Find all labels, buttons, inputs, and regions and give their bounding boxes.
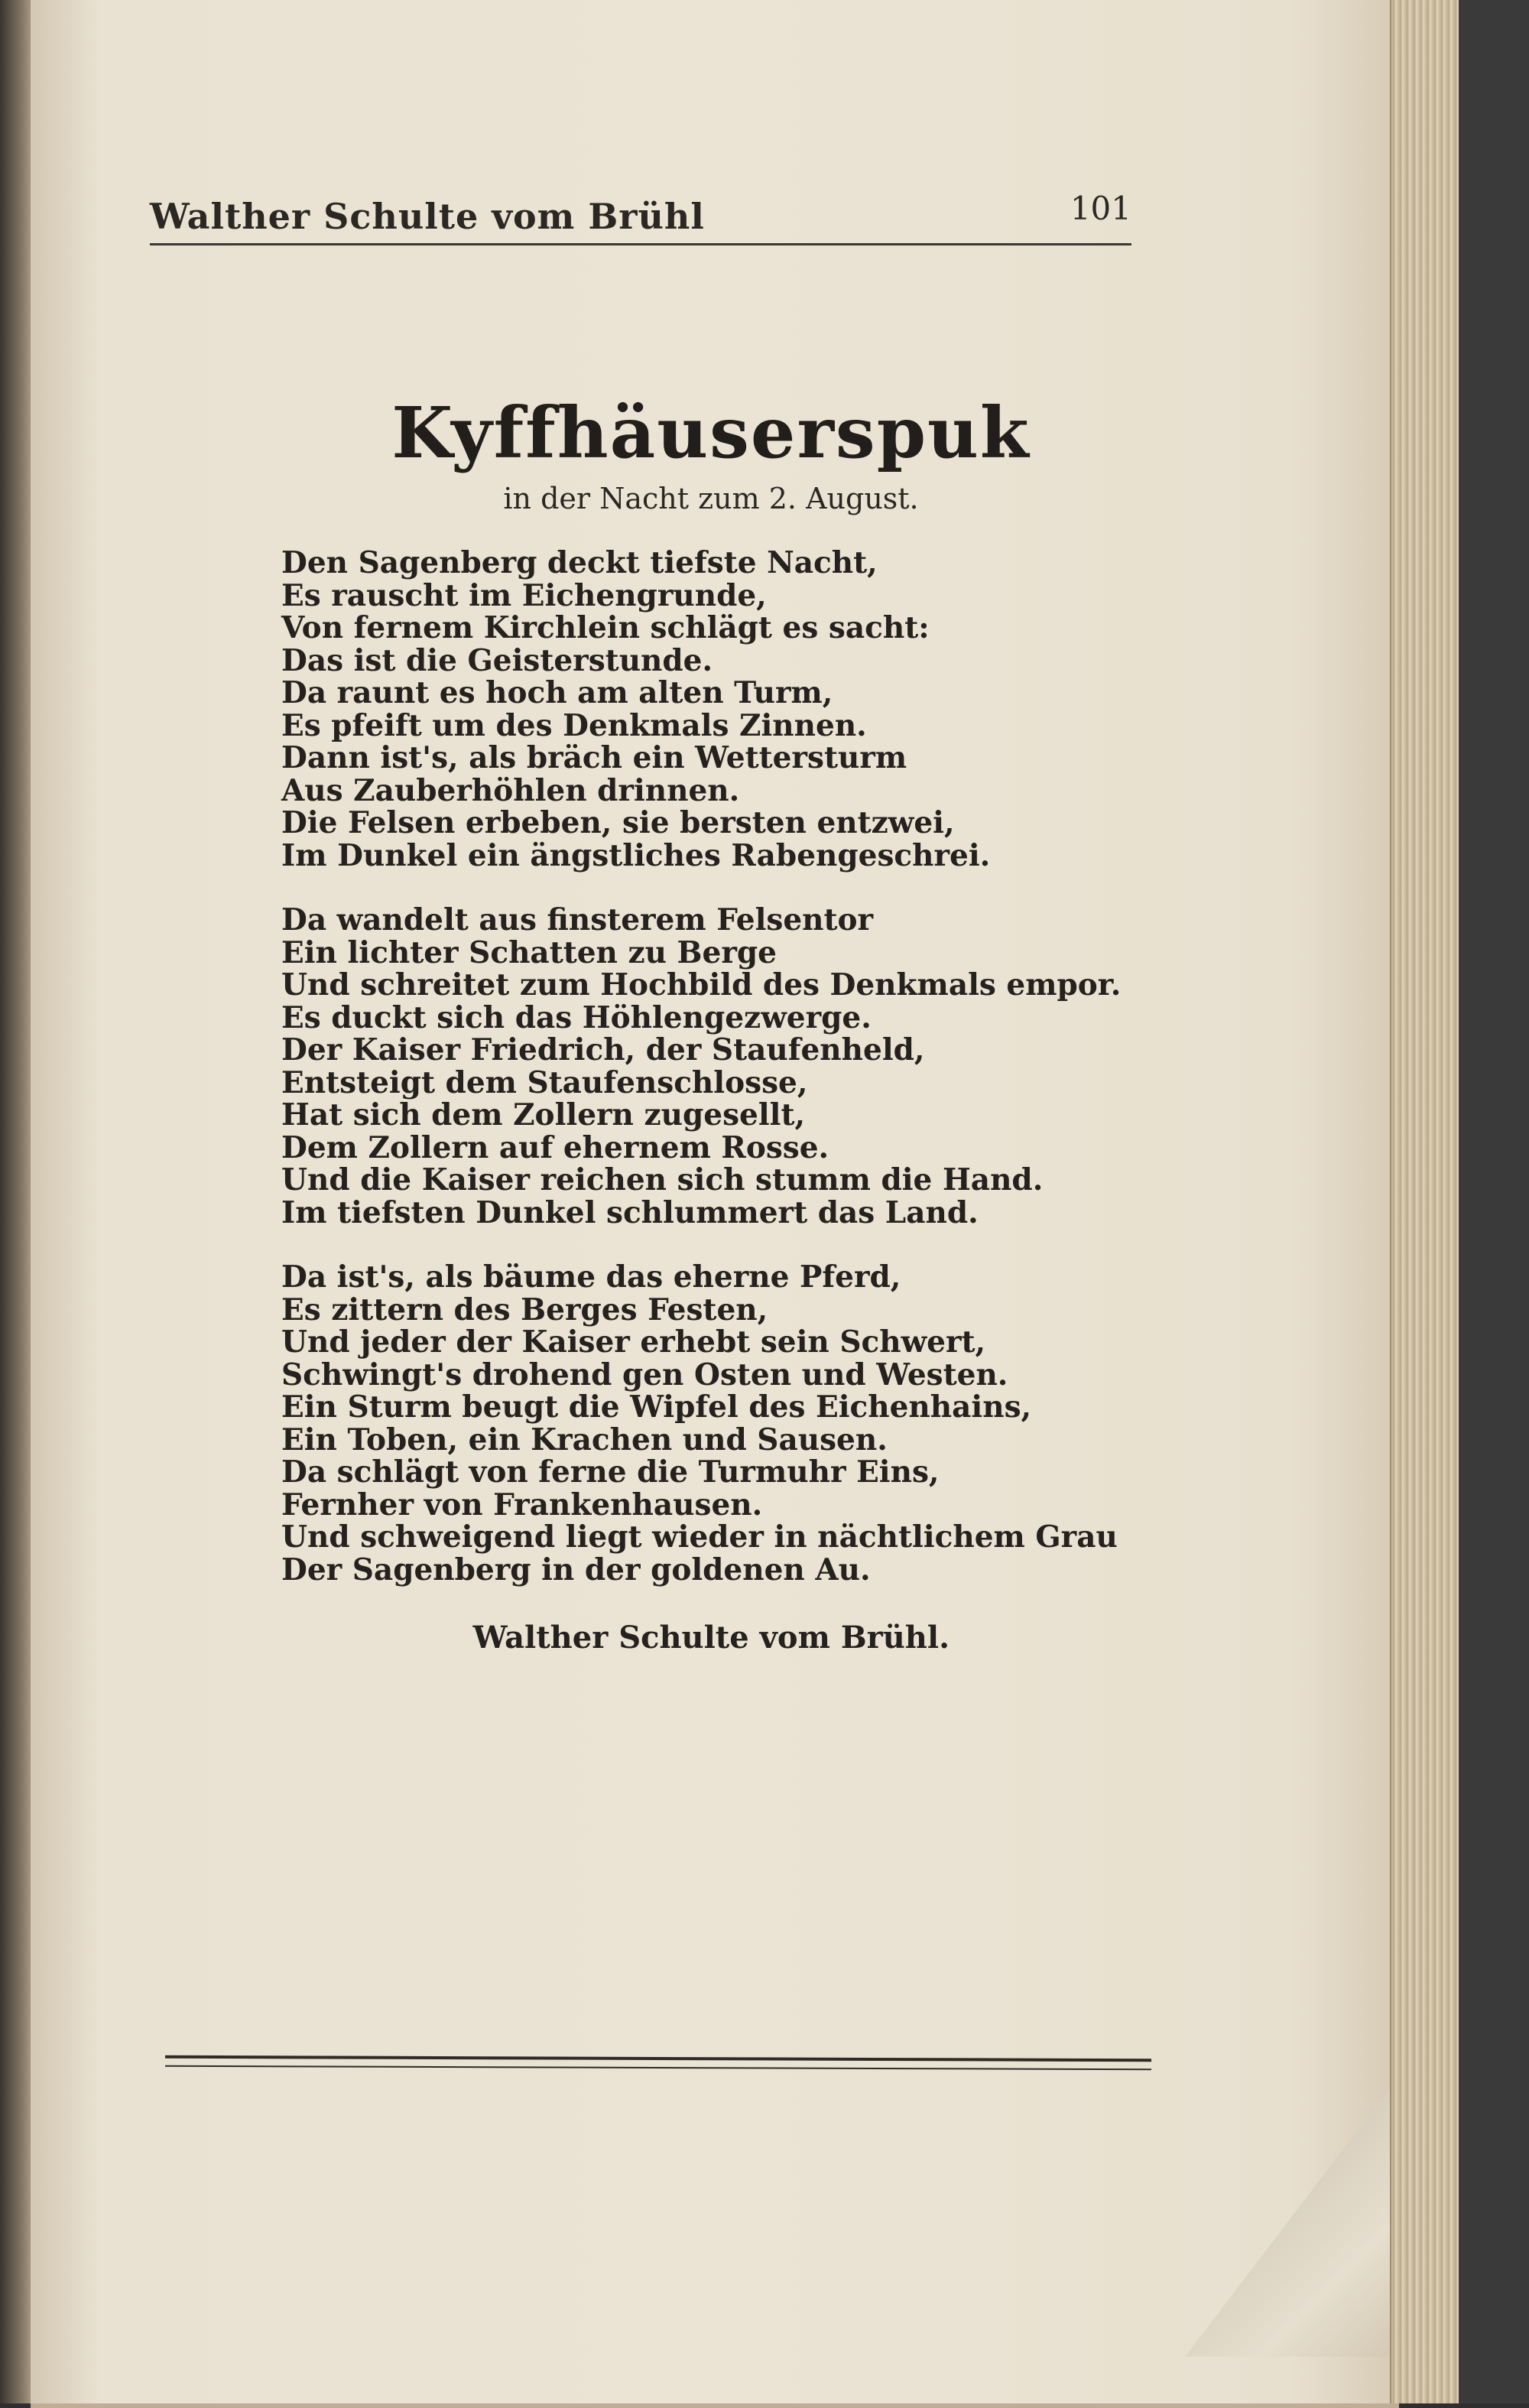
verse-line: Im Dunkel ein ängstliches Rabengeschrei. xyxy=(281,837,991,873)
verse-line: Es rauscht im Eichengrunde, xyxy=(281,577,767,613)
verse-line: Fernher von Frankenhausen. xyxy=(281,1487,763,1522)
verse-line: Entsteigt dem Staufenschlosse, xyxy=(281,1064,808,1100)
verse-line: Und schreitet zum Hochbild des Denkmals empor. xyxy=(281,967,1122,1003)
verse-line: Von fernem Kirchlein schlägt es sacht: xyxy=(281,610,930,645)
verse-line: Es zittern des Berges Festen, xyxy=(281,1292,768,1327)
page-number: 101 xyxy=(1070,190,1131,227)
verse-line: Und jeder der Kaiser erhebt sein Schwert, xyxy=(281,1324,986,1360)
verse-line: Der Kaiser Friedrich, der Staufenheld, xyxy=(281,1032,925,1068)
verse-line: Dann ist's, als bräch ein Wettersturm xyxy=(281,740,907,775)
verse-line: Und die Kaiser reichen sich stumm die Hand. xyxy=(281,1162,1044,1198)
poem-signature: Walther Schulte vom Brühl. xyxy=(472,1620,950,1656)
running-head xyxy=(150,190,1131,245)
poem-subtitle: in der Nacht zum 2. August. xyxy=(503,482,919,515)
running-head-author: Walther Schulte vom Brühl xyxy=(150,196,705,237)
verse-line: Und schweigend liegt wieder in nächtlichem Grau xyxy=(281,1519,1118,1555)
verse-line: Es duckt sich das Höhlengezwerge. xyxy=(281,999,872,1035)
stanza-3 xyxy=(281,1261,1161,1586)
background-right xyxy=(1459,0,1529,2403)
stanza-2 xyxy=(281,904,1161,1229)
verse-line: Dem Zollern auf ehernem Rosse. xyxy=(281,1129,829,1165)
verse-line: Das ist die Geisterstunde. xyxy=(281,642,713,678)
verse-line: Aus Zauberhöhlen drinnen. xyxy=(281,772,740,808)
poem-title: Kyffhäuserspuk xyxy=(391,392,1031,474)
closing-rule-thin xyxy=(165,2065,1151,2071)
verse-line: Da schlägt von ferne die Turmuhr Eins, xyxy=(281,1454,940,1490)
verse-line: Ein Sturm beugt die Wipfel des Eichenhains, xyxy=(281,1389,1032,1425)
verse-line: Da ist's, als bäume das eherne Pferd, xyxy=(281,1259,901,1295)
verse-line: Hat sich dem Zollern zugesellt, xyxy=(281,1097,806,1133)
verse-line: Es pfeift um des Denkmals Zinnen. xyxy=(281,707,867,743)
verse-line: Den Sagenberg deckt tiefste Nacht, xyxy=(281,545,878,580)
page-stack-edge xyxy=(1390,0,1462,2403)
verse-line: Der Sagenberg in der goldenen Au. xyxy=(281,1552,871,1587)
verse-line: Da wandelt aus finsterem Felsentor xyxy=(281,902,874,938)
verse-line: Da raunt es hoch am alten Turm, xyxy=(281,675,833,710)
verse-line: Ein Toben, ein Krachen und Sausen. xyxy=(281,1422,888,1457)
closing-rule-thick xyxy=(165,2055,1151,2062)
verse-line: Die Felsen erbeben, sie bersten entzwei, xyxy=(281,805,955,840)
verse-line: Ein lichter Schatten zu Berge xyxy=(281,934,777,970)
verse-line: Schwingt's drohend gen Osten und Westen. xyxy=(281,1357,1008,1392)
book-page xyxy=(31,0,1399,2408)
stanza-1 xyxy=(281,547,1161,872)
verse-line: Im tiefsten Dunkel schlummert das Land. xyxy=(281,1194,979,1230)
poem-body xyxy=(281,547,1161,1586)
